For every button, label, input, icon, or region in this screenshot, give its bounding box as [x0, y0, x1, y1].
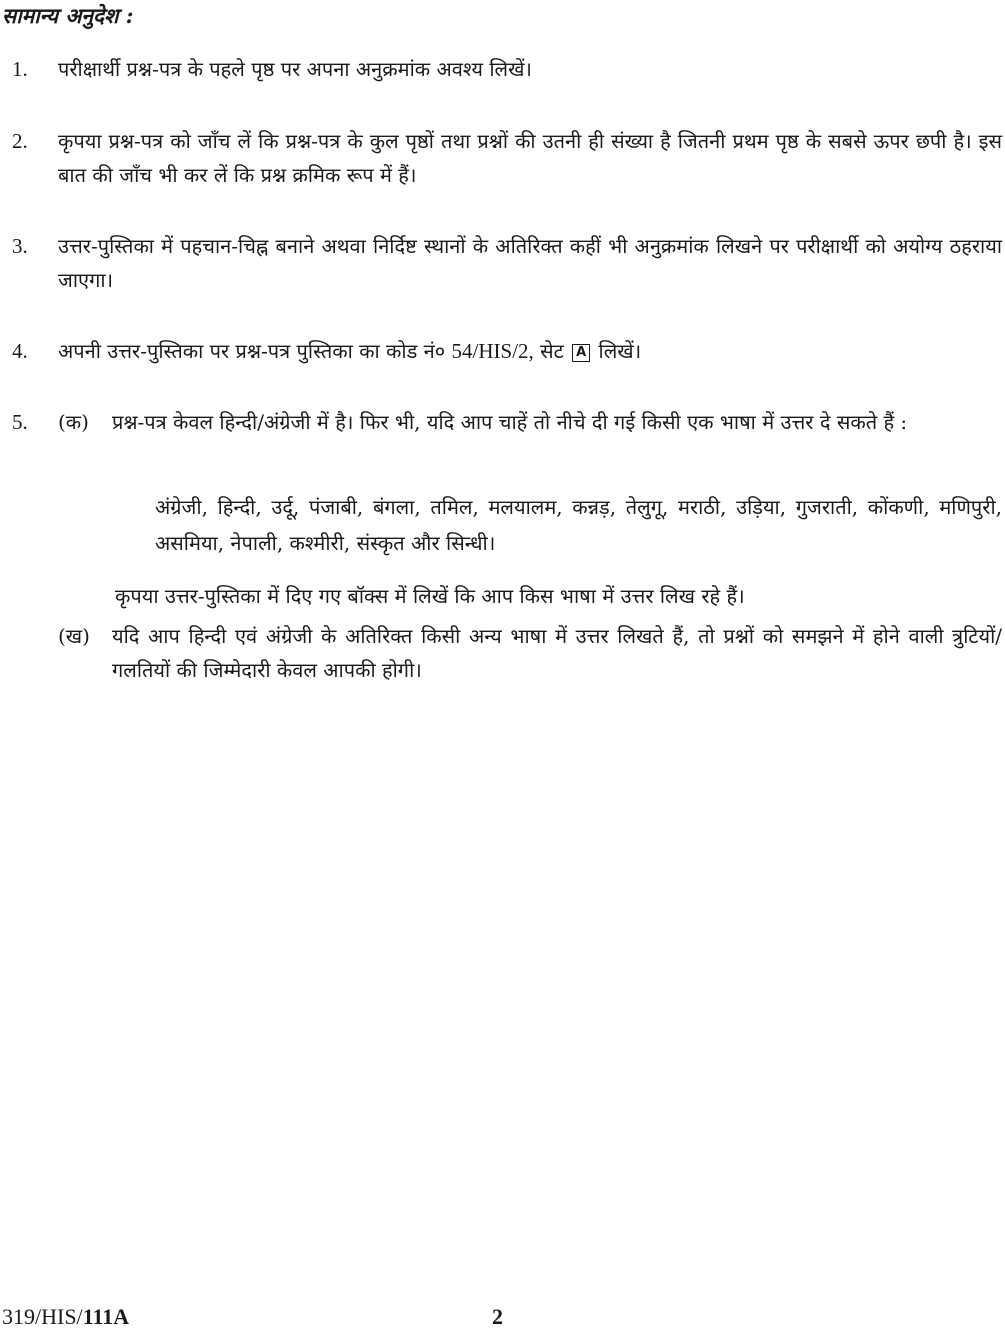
question-paper-code: 54/HIS/2,	[451, 339, 534, 363]
instruction-number: 3.	[12, 234, 28, 258]
instruction-text: कृपया प्रश्न-पत्र को जाँच लें कि प्रश्न-पत्र के कुल पृष्ठों तथा प्रश्नों की उतनी ही संख्या है जितनी प्रथम पृष्ठ के सबसे ऊपर छपी है। इस बात की जाँच भी कर लें कि प्रश्न क्रमिक रूप में हैं।	[58, 129, 1002, 187]
paper-code	[2, 1304, 129, 1330]
instruction-number: 2.	[12, 129, 28, 153]
language-list: अंग्रेजी, हिन्दी, उर्दू, पंजाबी, बंगला, तमिल, मलयालम, कन्नड़, तेलुगू, मराठी, उड़िया, गुजराती, कोंकणी, मणिपुरी, असमिया, नेपाली, कश्मीरी, संस्कृत और सिन्धी।	[155, 495, 1002, 555]
language-note: कृपया उत्तर-पुस्तिका में दिए गए बॉक्स में लिखें कि आप किस भाषा में उत्तर लिख रहे हैं।	[115, 584, 745, 608]
instruction-text	[58, 334, 1002, 368]
page-heading: सामान्य अनुदेश :	[2, 3, 134, 28]
instruction-number: 5.	[12, 410, 28, 434]
instruction-text: परीक्षार्थी प्रश्न-पत्र के पहले पृष्ठ पर अपना अनुक्रमांक अवश्य लिखें।	[58, 57, 533, 81]
instruction-text: उत्तर-पुस्तिका में पहचान-चिह्न बनाने अथवा निर्दिष्ट स्थानों के अतिरिक्त कहीं भी अनुक्रमांक लिखने पर परीक्षार्थी को अयोग्य ठहराया जाएगा।	[58, 234, 1002, 292]
page-number: 2	[492, 1304, 503, 1329]
sub-instruction-label-b: (ख)	[58, 624, 90, 648]
paper-code-prefix: 319/HIS/	[2, 1304, 83, 1329]
instruction-number: 4.	[12, 339, 28, 363]
instruction-text-before: अपनी उत्तर-पुस्तिका पर प्रश्न-पत्र पुस्तिका का कोड नं०	[58, 339, 446, 363]
sub-instruction-text-a: प्रश्न-पत्र केवल हिन्दी/अंग्रेजी में है। फिर भी, यदि आप चाहें तो नीचे दी गई किसी एक भाषा में उत्तर दे सकते हैं :	[112, 410, 908, 434]
sub-instruction-label-a: (क)	[58, 410, 89, 434]
instruction-text-after: लिखें।	[598, 339, 642, 363]
paper-code-bold: 111A	[82, 1304, 130, 1329]
set-label: सेट	[540, 339, 564, 363]
sub-instruction-text-b: यदि आप हिन्दी एवं अंग्रेजी के अतिरिक्त किसी अन्य भाषा में उत्तर लिखते हैं, तो प्रश्नों को समझने में होने वाली त्रुटियों/गलतियों की जिम्मेदारी केवल आपकी होगी।	[112, 624, 1002, 682]
instruction-number: 1.	[12, 57, 28, 81]
set-letter-box: A	[572, 344, 590, 362]
